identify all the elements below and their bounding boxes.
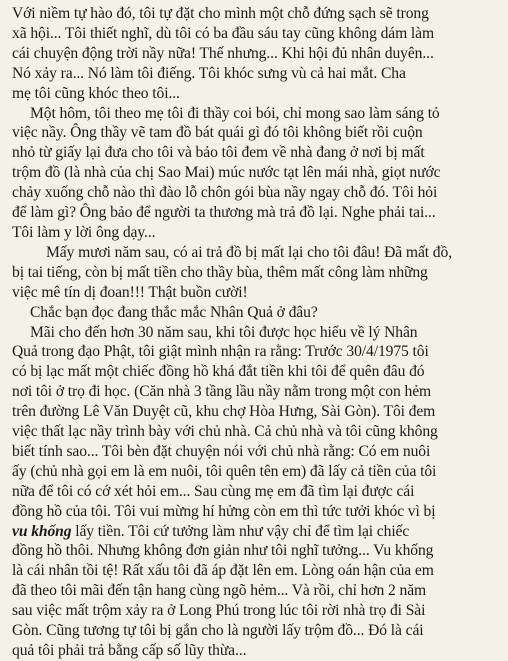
text-line: ấy (chủ nhà gọi em là em nuôi, tôi quên tên em) đã lấy cả tiền của tôi [12, 462, 437, 480]
text-line [12, 522, 496, 542]
text-line: là cái nhân tồi tệ! Rất xấu tôi đã áp đặt lên em. Lòng oán hận của em [12, 562, 434, 580]
text-line: việc nầy. Ông thầy vẽ tam đồ bát quái gì đó tôi không biết rồi cuộn [12, 124, 423, 142]
text-line: đồng hồ của tôi. Tôi vui mừng hí hửng còn em thì tức tưởi khóc vì bị [12, 502, 436, 520]
text-line: Nó xảy ra... Nó làm tôi điếng. Tôi khóc sưng vù cả hai mắt. Cha [12, 64, 406, 82]
text-line: nữa để tôi có cớ xét hỏi em... Sau cùng mẹ em đã tìm lại được cái [12, 482, 415, 500]
text-line: Tôi làm y lời ông dạy... [12, 223, 156, 241]
text-line: Gòn. Cũng tương tự tôi bị gắn cho là người lấy trộm đồ... Đó là cái [12, 622, 424, 640]
text-line: Quả trong đạo Phật, tôi giật mình nhận ra rằng: Trước 30/4/1975 tôi [12, 343, 429, 361]
text-line: việc thất lạc nầy trình bày với chủ nhà. Cả chủ nhà và tôi cũng không [12, 423, 438, 441]
text-line: nơi tôi ở trọ đi học. (Căn nhà 3 tầng lầu nầy nằm trong một con hẻm [12, 383, 432, 401]
text-line: đã theo tôi mãi đến tận hang cùng ngõ hẻm... Và rồi, chỉ hơn 2 năm [12, 582, 427, 600]
text-line: Với niềm tự hào đó, tôi tự đặt cho mình một chỗ đứng sạch sẽ trong [12, 5, 429, 22]
text-line: mẹ tôi cũng khóc theo tôi... [12, 84, 180, 102]
text-line: để làm gì? Ông bảo để người ta thương mà trả đồ lại. Nghe phải tai... [12, 204, 436, 222]
text-line: Mấy mươi năm sau, có ai trả đồ bị mất lại cho tôi đâu! Đã mất đồ, [46, 243, 453, 261]
text-line: sau việc mất trộm xảy ra ở Long Phú trong lúc tôi rời nhà trọ đi Sài [12, 602, 426, 620]
line-text: lấy tiền. Tôi cứ tưởng làm như vậy chỉ để tìm lại chiếc [71, 522, 410, 540]
text-line: Chắc bạn đọc đang thắc mắc Nhân Quả ở đâu? [30, 303, 318, 321]
text-line: chảy xuống chỗ nào thì đào lỗ chôn gói bùa nầy ngay chỗ đó. Tôi hỏi [12, 184, 438, 202]
text-line: có bị lạc mất một chiếc đồng hồ khá đắt tiền khi tôi để quên đâu đó [12, 363, 425, 381]
text-line: trộm đồ (là nhà của chị Sao Mai) múc nước tạt lên mái nhà, giọt nước [12, 164, 441, 182]
text-line: quả tôi phải trả bằng cấp số lũy thừa... [12, 642, 247, 659]
text-line: bị tai tiếng, còn bị mất tiền cho thầy bùa, thêm mất công làm những [12, 263, 428, 281]
text-line: nhỏ từ giấy lại đưa cho tôi và bảo tôi đem về nhà đang ở nơi bị mất [12, 144, 425, 162]
text-line: Mãi cho đến hơn 30 năm sau, khi tôi được học hiểu về lý Nhân [30, 323, 418, 341]
emphasized-text: vu khống [12, 522, 72, 540]
text-line: trên đường Lê Văn Duyệt cũ, khu chợ Hòa Hưng, Sài Gòn). Tôi đem [12, 403, 436, 421]
text-line: xã hội... Tôi thiết nghĩ, dù tôi có ba đầu sáu tay cũng không dám làm [12, 24, 434, 42]
text-line: việc mê tín dị đoan!!! Thật buồn cười! [12, 283, 248, 301]
text-line: đồng hồ thôi. Nhưng không đơn giản như tôi nghĩ tưởng... Vu khống [12, 542, 434, 560]
text-line: cái chuyện động trời nầy nữa! Thế nhưng... Khi hội đủ nhân duyên... [12, 44, 434, 62]
text-line: biết tính sao... Tôi bèn đặt chuyện nói với chủ nhà rằng: Có em nuôi [12, 442, 431, 460]
text-line: Một hôm, tôi theo mẹ tôi đi thầy coi bói, chỉ mong sao làm sáng tỏ [30, 104, 440, 122]
